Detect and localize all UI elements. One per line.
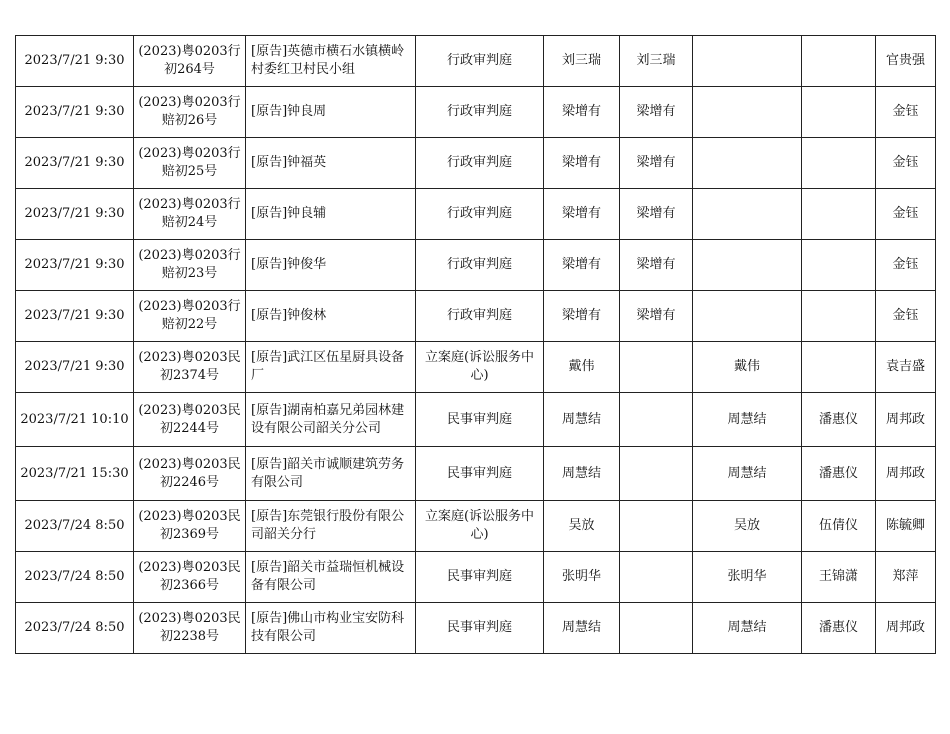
- cell-panel-member-2: 王锦潇: [802, 552, 876, 603]
- cell-presiding-judge: 梁增有: [544, 138, 620, 189]
- cell-datetime: 2023/7/21 9:30: [16, 342, 134, 393]
- cell-panel-member: 周慧结: [693, 447, 802, 501]
- cell-party: [原告]钟良辅: [246, 189, 416, 240]
- cell-case-number: (2023)粤0203行赔初24号: [134, 189, 246, 240]
- cell-case-number: (2023)粤0203民初2244号: [134, 393, 246, 447]
- cell-party: [原告]韶关市诚顺建筑劳务有限公司: [246, 447, 416, 501]
- cell-party: [原告]韶关市益瑞恒机械设备有限公司: [246, 552, 416, 603]
- cell-undertaking-judge: [620, 501, 693, 552]
- cell-datetime: 2023/7/24 8:50: [16, 501, 134, 552]
- cell-party: [原告]湖南柏嘉兄弟园林建设有限公司韶关分公司: [246, 393, 416, 447]
- cell-undertaking-judge: [620, 552, 693, 603]
- cell-clerk: 金钰: [876, 291, 936, 342]
- cell-datetime: 2023/7/21 9:30: [16, 189, 134, 240]
- cell-undertaking-judge: 梁增有: [620, 189, 693, 240]
- table-row: [16, 342, 936, 393]
- cell-panel-member: 周慧结: [693, 393, 802, 447]
- cell-clerk: 官贵强: [876, 36, 936, 87]
- cell-tribunal: 行政审判庭: [416, 36, 544, 87]
- cell-tribunal: 民事审判庭: [416, 447, 544, 501]
- cell-panel-member: 戴伟: [693, 342, 802, 393]
- cell-clerk: 金钰: [876, 189, 936, 240]
- cell-case-number: (2023)粤0203行赔初22号: [134, 291, 246, 342]
- cell-panel-member-2: [802, 291, 876, 342]
- cell-datetime: 2023/7/21 10:10: [16, 393, 134, 447]
- cell-case-number: (2023)粤0203民初2238号: [134, 603, 246, 654]
- cell-presiding-judge: 周慧结: [544, 447, 620, 501]
- table-row: [16, 87, 936, 138]
- table-row: [16, 36, 936, 87]
- cell-presiding-judge: 戴伟: [544, 342, 620, 393]
- cell-clerk: 郑萍: [876, 552, 936, 603]
- cell-clerk: 袁吉盛: [876, 342, 936, 393]
- table-row: [16, 447, 936, 501]
- cell-panel-member-2: [802, 87, 876, 138]
- table-row: [16, 603, 936, 654]
- cell-panel-member-2: 潘惠仪: [802, 447, 876, 501]
- cell-undertaking-judge: [620, 447, 693, 501]
- cell-panel-member: [693, 291, 802, 342]
- cell-party: [原告]钟俊华: [246, 240, 416, 291]
- table-row: [16, 291, 936, 342]
- cell-clerk: 陈毓卿: [876, 501, 936, 552]
- cell-undertaking-judge: 梁增有: [620, 240, 693, 291]
- cell-datetime: 2023/7/21 9:30: [16, 87, 134, 138]
- cell-presiding-judge: 吴放: [544, 501, 620, 552]
- cell-panel-member: [693, 87, 802, 138]
- cell-party: [原告]钟良周: [246, 87, 416, 138]
- table-row: [16, 189, 936, 240]
- cell-datetime: 2023/7/24 8:50: [16, 603, 134, 654]
- cell-case-number: (2023)粤0203民初2366号: [134, 552, 246, 603]
- cell-party: [原告]东莞银行股份有限公司韶关分行: [246, 501, 416, 552]
- cell-case-number: (2023)粤0203行赔初26号: [134, 87, 246, 138]
- cell-tribunal: 立案庭(诉讼服务中心): [416, 501, 544, 552]
- cell-panel-member: [693, 138, 802, 189]
- cell-clerk: 周邦政: [876, 603, 936, 654]
- table-row: [16, 393, 936, 447]
- cell-tribunal: 行政审判庭: [416, 138, 544, 189]
- cell-clerk: 金钰: [876, 240, 936, 291]
- cell-panel-member-2: [802, 342, 876, 393]
- cell-datetime: 2023/7/21 9:30: [16, 291, 134, 342]
- cell-panel-member: [693, 189, 802, 240]
- cell-case-number: (2023)粤0203行赔初23号: [134, 240, 246, 291]
- cell-datetime: 2023/7/21 9:30: [16, 138, 134, 189]
- cell-presiding-judge: 周慧结: [544, 603, 620, 654]
- cell-party: [原告]武江区伍星厨具设备厂: [246, 342, 416, 393]
- cell-undertaking-judge: 梁增有: [620, 87, 693, 138]
- cell-tribunal: 民事审判庭: [416, 393, 544, 447]
- cell-presiding-judge: 梁增有: [544, 189, 620, 240]
- table-row: [16, 138, 936, 189]
- cell-datetime: 2023/7/21 9:30: [16, 240, 134, 291]
- cell-case-number: (2023)粤0203民初2374号: [134, 342, 246, 393]
- cell-panel-member: 张明华: [693, 552, 802, 603]
- cell-tribunal: 行政审判庭: [416, 240, 544, 291]
- cell-panel-member: 吴放: [693, 501, 802, 552]
- cell-undertaking-judge: 梁增有: [620, 291, 693, 342]
- cell-undertaking-judge: [620, 342, 693, 393]
- cell-panel-member: [693, 240, 802, 291]
- table-row: [16, 552, 936, 603]
- cell-datetime: 2023/7/24 8:50: [16, 552, 134, 603]
- cell-tribunal: 行政审判庭: [416, 189, 544, 240]
- cell-panel-member-2: 伍倩仪: [802, 501, 876, 552]
- cell-tribunal: 民事审判庭: [416, 603, 544, 654]
- cell-party: [原告]佛山市构业宝安防科技有限公司: [246, 603, 416, 654]
- cell-party: [原告]钟俊林: [246, 291, 416, 342]
- hearing-schedule-table: [15, 35, 936, 654]
- cell-panel-member-2: [802, 36, 876, 87]
- cell-panel-member-2: 潘惠仪: [802, 393, 876, 447]
- cell-clerk: 周邦政: [876, 393, 936, 447]
- cell-undertaking-judge: 梁增有: [620, 138, 693, 189]
- table-row: [16, 240, 936, 291]
- table-row: [16, 501, 936, 552]
- cell-panel-member: [693, 36, 802, 87]
- cell-case-number: (2023)粤0203行初264号: [134, 36, 246, 87]
- cell-party: [原告]钟福英: [246, 138, 416, 189]
- cell-clerk: 金钰: [876, 87, 936, 138]
- cell-tribunal: 民事审判庭: [416, 552, 544, 603]
- cell-case-number: (2023)粤0203民初2369号: [134, 501, 246, 552]
- cell-presiding-judge: 梁增有: [544, 291, 620, 342]
- cell-undertaking-judge: [620, 393, 693, 447]
- cell-panel-member-2: [802, 240, 876, 291]
- cell-datetime: 2023/7/21 15:30: [16, 447, 134, 501]
- cell-clerk: 金钰: [876, 138, 936, 189]
- cell-panel-member-2: 潘惠仪: [802, 603, 876, 654]
- cell-presiding-judge: 张明华: [544, 552, 620, 603]
- cell-party: [原告]英德市横石水镇横岭村委红卫村民小组: [246, 36, 416, 87]
- table-body: [16, 36, 936, 654]
- cell-datetime: 2023/7/21 9:30: [16, 36, 134, 87]
- cell-tribunal: 立案庭(诉讼服务中心): [416, 342, 544, 393]
- cell-presiding-judge: 梁增有: [544, 87, 620, 138]
- cell-panel-member-2: [802, 138, 876, 189]
- cell-case-number: (2023)粤0203民初2246号: [134, 447, 246, 501]
- cell-presiding-judge: 周慧结: [544, 393, 620, 447]
- cell-case-number: (2023)粤0203行赔初25号: [134, 138, 246, 189]
- cell-presiding-judge: 刘三瑞: [544, 36, 620, 87]
- cell-panel-member: 周慧结: [693, 603, 802, 654]
- cell-tribunal: 行政审判庭: [416, 291, 544, 342]
- cell-undertaking-judge: 刘三瑞: [620, 36, 693, 87]
- cell-presiding-judge: 梁增有: [544, 240, 620, 291]
- cell-tribunal: 行政审判庭: [416, 87, 544, 138]
- cell-clerk: 周邦政: [876, 447, 936, 501]
- cell-undertaking-judge: [620, 603, 693, 654]
- cell-panel-member-2: [802, 189, 876, 240]
